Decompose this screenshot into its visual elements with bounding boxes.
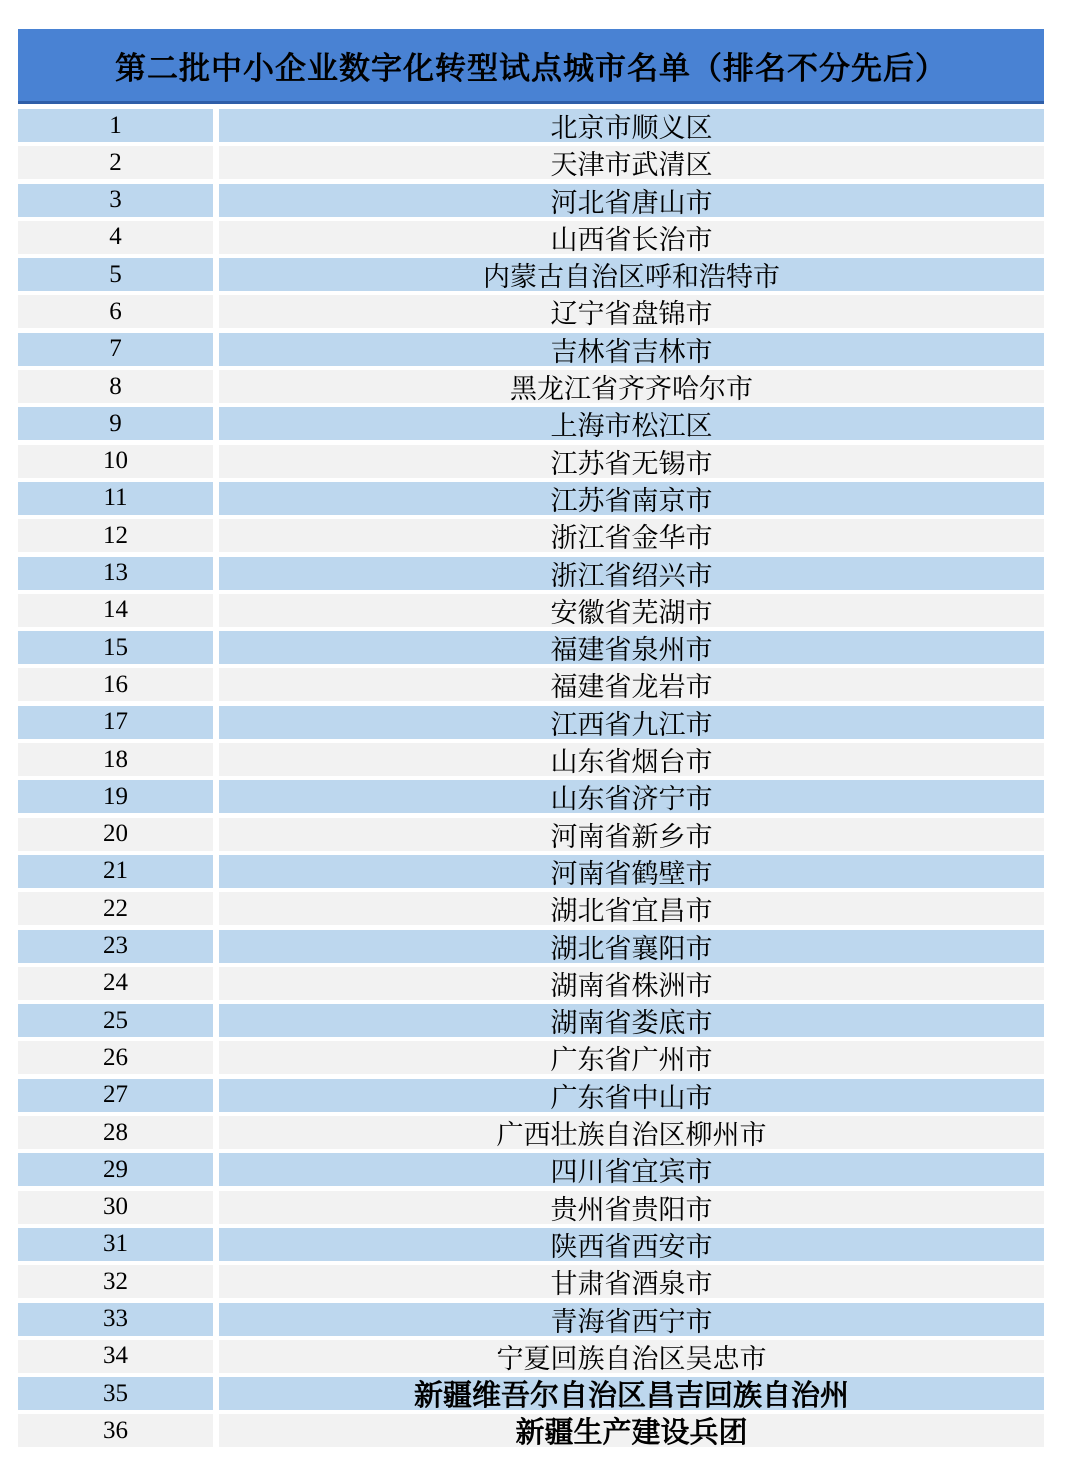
rank-cell: 17 xyxy=(18,706,213,739)
city-cell: 山东省烟台市 xyxy=(219,743,1044,776)
city-cell: 安徽省芜湖市 xyxy=(219,594,1044,627)
rank-cell: 21 xyxy=(18,855,213,888)
city-cell: 湖北省宜昌市 xyxy=(219,892,1044,925)
table-row xyxy=(18,1079,1044,1112)
rank-cell: 14 xyxy=(18,594,213,627)
city-cell: 江苏省南京市 xyxy=(219,482,1044,515)
rank-cell: 33 xyxy=(18,1303,213,1336)
rank-cell: 36 xyxy=(18,1414,213,1447)
table-row xyxy=(18,1116,1044,1149)
rank-cell: 18 xyxy=(18,743,213,776)
rank-cell: 28 xyxy=(18,1116,213,1149)
table-row xyxy=(18,295,1044,328)
table-row xyxy=(18,743,1044,776)
city-cell: 湖南省娄底市 xyxy=(219,1004,1044,1037)
table-title: 第二批中小企业数字化转型试点城市名单（排名不分先后） xyxy=(115,50,947,86)
table-row xyxy=(18,967,1044,1000)
city-cell: 青海省西宁市 xyxy=(219,1303,1044,1336)
city-cell: 广东省中山市 xyxy=(219,1079,1044,1112)
city-table xyxy=(18,29,1044,1450)
table-row xyxy=(18,668,1044,701)
rank-cell: 27 xyxy=(18,1079,213,1112)
table-row xyxy=(18,631,1044,664)
table-row xyxy=(18,1041,1044,1074)
table-row xyxy=(18,557,1044,590)
table-row xyxy=(18,258,1044,291)
rank-cell: 4 xyxy=(18,221,213,254)
table-row xyxy=(18,892,1044,925)
city-cell: 山东省济宁市 xyxy=(219,780,1044,813)
city-cell: 浙江省金华市 xyxy=(219,519,1044,552)
city-cell: 吉林省吉林市 xyxy=(219,333,1044,366)
city-cell: 河南省新乡市 xyxy=(219,818,1044,851)
table-row xyxy=(18,1377,1044,1413)
rank-cell: 6 xyxy=(18,295,213,328)
rank-cell: 16 xyxy=(18,668,213,701)
rank-cell: 8 xyxy=(18,370,213,403)
city-cell: 广东省广州市 xyxy=(219,1041,1044,1074)
rank-cell: 10 xyxy=(18,445,213,478)
rank-cell: 5 xyxy=(18,258,213,291)
city-cell: 广西壮族自治区柳州市 xyxy=(219,1116,1044,1149)
rank-cell: 19 xyxy=(18,780,213,813)
city-cell: 福建省泉州市 xyxy=(219,631,1044,664)
rank-cell: 2 xyxy=(18,146,213,179)
city-cell: 陕西省西安市 xyxy=(219,1228,1044,1261)
table-row xyxy=(18,333,1044,366)
rank-cell: 15 xyxy=(18,631,213,664)
table-row xyxy=(18,1228,1044,1261)
rank-cell: 22 xyxy=(18,892,213,925)
table-row xyxy=(18,482,1044,515)
rank-cell: 31 xyxy=(18,1228,213,1261)
table-row xyxy=(18,594,1044,627)
rank-cell: 29 xyxy=(18,1153,213,1186)
city-cell: 新疆维吾尔自治区昌吉回族自治州 xyxy=(219,1377,1044,1410)
table-title-bar xyxy=(18,29,1044,104)
table-row xyxy=(18,706,1044,739)
table-row xyxy=(18,1004,1044,1037)
table-row xyxy=(18,1191,1044,1224)
city-cell: 甘肃省酒泉市 xyxy=(219,1265,1044,1298)
table-row xyxy=(18,1265,1044,1298)
table-row xyxy=(18,1340,1044,1373)
city-cell: 新疆生产建设兵团 xyxy=(219,1414,1044,1447)
city-cell: 贵州省贵阳市 xyxy=(219,1191,1044,1224)
table-row xyxy=(18,221,1044,254)
city-cell: 湖北省襄阳市 xyxy=(219,930,1044,963)
city-cell: 四川省宜宾市 xyxy=(219,1153,1044,1186)
rank-cell: 1 xyxy=(18,109,213,142)
city-cell: 福建省龙岩市 xyxy=(219,668,1044,701)
rank-cell: 9 xyxy=(18,407,213,440)
table-row xyxy=(18,1153,1044,1186)
city-cell: 内蒙古自治区呼和浩特市 xyxy=(219,258,1044,291)
table-row xyxy=(18,146,1044,179)
table-row xyxy=(18,818,1044,851)
city-cell: 河北省唐山市 xyxy=(219,184,1044,217)
rank-cell: 20 xyxy=(18,818,213,851)
table-row xyxy=(18,109,1044,142)
rank-cell: 23 xyxy=(18,930,213,963)
city-cell: 天津市武清区 xyxy=(219,146,1044,179)
rank-cell: 32 xyxy=(18,1265,213,1298)
rank-cell: 26 xyxy=(18,1041,213,1074)
table-row xyxy=(18,855,1044,888)
rank-cell: 35 xyxy=(18,1377,213,1410)
city-cell: 宁夏回族自治区吴忠市 xyxy=(219,1340,1044,1373)
table-row xyxy=(18,780,1044,813)
table-row xyxy=(18,1414,1044,1450)
rank-cell: 3 xyxy=(18,184,213,217)
table-row xyxy=(18,407,1044,440)
rank-cell: 30 xyxy=(18,1191,213,1224)
rank-cell: 25 xyxy=(18,1004,213,1037)
city-cell: 山西省长治市 xyxy=(219,221,1044,254)
table-row xyxy=(18,445,1044,478)
city-cell: 江西省九江市 xyxy=(219,706,1044,739)
city-table-body xyxy=(18,109,1044,1450)
city-cell: 北京市顺义区 xyxy=(219,109,1044,142)
rank-cell: 24 xyxy=(18,967,213,1000)
city-cell: 辽宁省盘锦市 xyxy=(219,295,1044,328)
table-row xyxy=(18,370,1044,403)
table-row xyxy=(18,1303,1044,1336)
table-row xyxy=(18,930,1044,963)
rank-cell: 12 xyxy=(18,519,213,552)
rank-cell: 13 xyxy=(18,557,213,590)
table-row xyxy=(18,184,1044,217)
rank-cell: 11 xyxy=(18,482,213,515)
city-cell: 上海市松江区 xyxy=(219,407,1044,440)
city-cell: 江苏省无锡市 xyxy=(219,445,1044,478)
table-row xyxy=(18,519,1044,552)
city-cell: 黑龙江省齐齐哈尔市 xyxy=(219,370,1044,403)
city-cell: 河南省鹤壁市 xyxy=(219,855,1044,888)
rank-cell: 7 xyxy=(18,333,213,366)
city-cell: 浙江省绍兴市 xyxy=(219,557,1044,590)
rank-cell: 34 xyxy=(18,1340,213,1373)
city-cell: 湖南省株洲市 xyxy=(219,967,1044,1000)
